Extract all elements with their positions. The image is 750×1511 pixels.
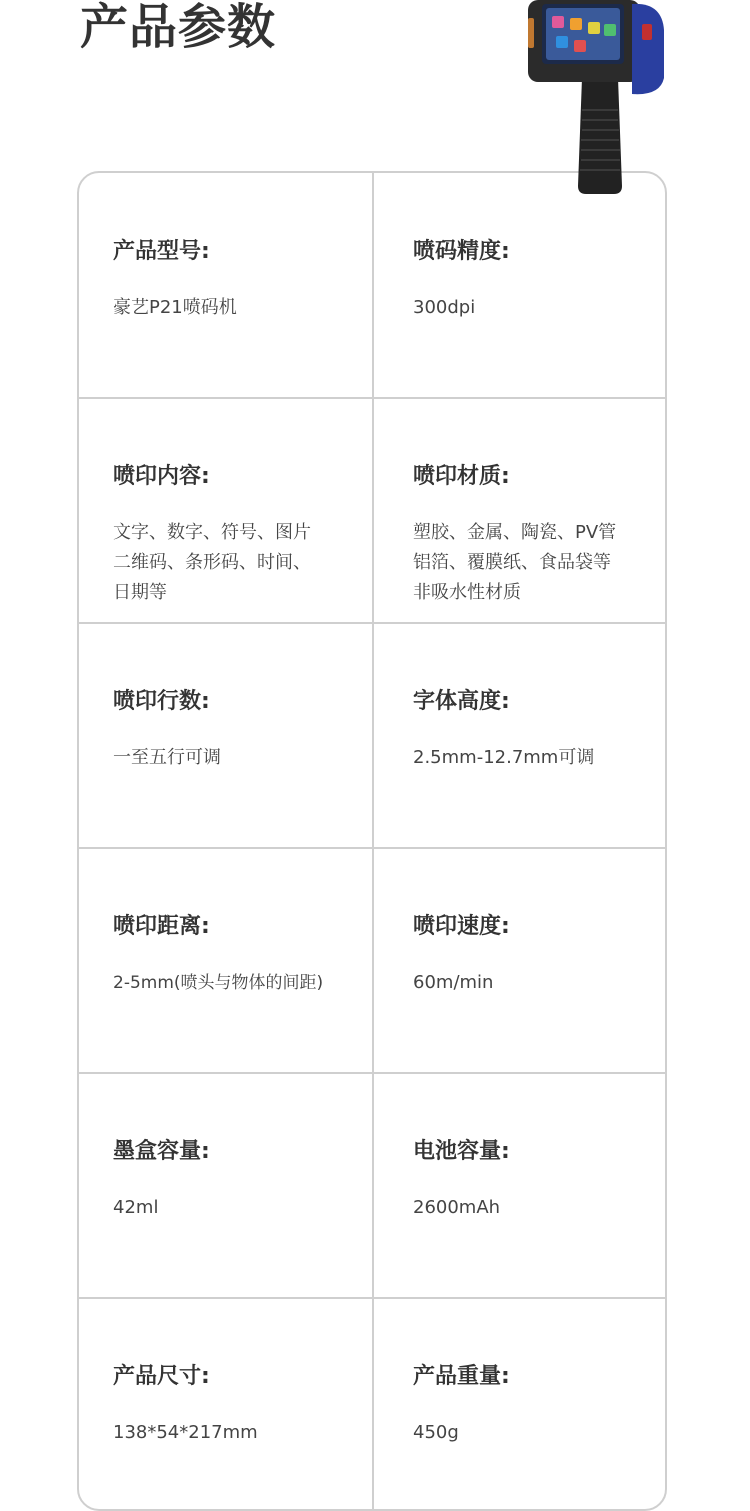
spec-cell-distance — [79, 848, 373, 1073]
spec-cell-precision — [373, 173, 667, 398]
spec-cell-ink-capacity — [79, 1073, 373, 1298]
spec-value: 60m/min — [413, 972, 494, 993]
spec-cell-weight — [373, 1298, 667, 1511]
page-title: 产品参数 — [80, 0, 277, 55]
spec-label: 喷码精度: — [413, 239, 510, 264]
handheld-inkjet-printer-icon — [520, 0, 670, 196]
spec-value: 一至五行可调 — [113, 747, 221, 768]
spec-value: 塑胶、金属、陶瓷、PV管 铝箔、覆膜纸、食品袋等 非吸水性材质 — [413, 522, 617, 603]
spec-value: 42ml — [113, 1197, 159, 1218]
spec-value: 豪艺P21喷码机 — [113, 297, 237, 318]
spec-value: 300dpi — [413, 297, 476, 318]
spec-value: 450g — [413, 1422, 459, 1443]
spec-label: 产品重量: — [413, 1364, 510, 1389]
spec-label: 字体高度: — [413, 689, 510, 714]
spec-cell-speed — [373, 848, 667, 1073]
spec-table — [77, 171, 667, 1511]
spec-cell-model — [79, 173, 373, 398]
spec-value: 2-5mm(喷头与物体的间距) — [113, 973, 324, 993]
spec-value: 2600mAh — [413, 1197, 501, 1218]
spec-value: 2.5mm-12.7mm可调 — [413, 747, 595, 768]
spec-cell-lines — [79, 623, 373, 848]
spec-value: 138*54*217mm — [113, 1422, 258, 1443]
spec-value: 文字、数字、符号、图片 二维码、条形码、时间、 日期等 — [113, 522, 311, 603]
spec-cell-content — [79, 398, 373, 623]
spec-cell-dimensions — [79, 1298, 373, 1511]
spec-label: 喷印距离: — [113, 914, 210, 939]
spec-label: 喷印速度: — [413, 914, 510, 939]
spec-label: 喷印行数: — [113, 689, 210, 714]
spec-label: 产品型号: — [113, 239, 210, 264]
spec-cell-battery — [373, 1073, 667, 1298]
spec-label: 电池容量: — [413, 1139, 510, 1164]
spec-cell-material — [373, 398, 667, 623]
spec-label: 喷印内容: — [113, 464, 210, 489]
spec-label: 喷印材质: — [413, 464, 510, 489]
spec-cell-font-height — [373, 623, 667, 848]
spec-label: 产品尺寸: — [113, 1364, 210, 1389]
spec-label: 墨盒容量: — [113, 1139, 210, 1164]
